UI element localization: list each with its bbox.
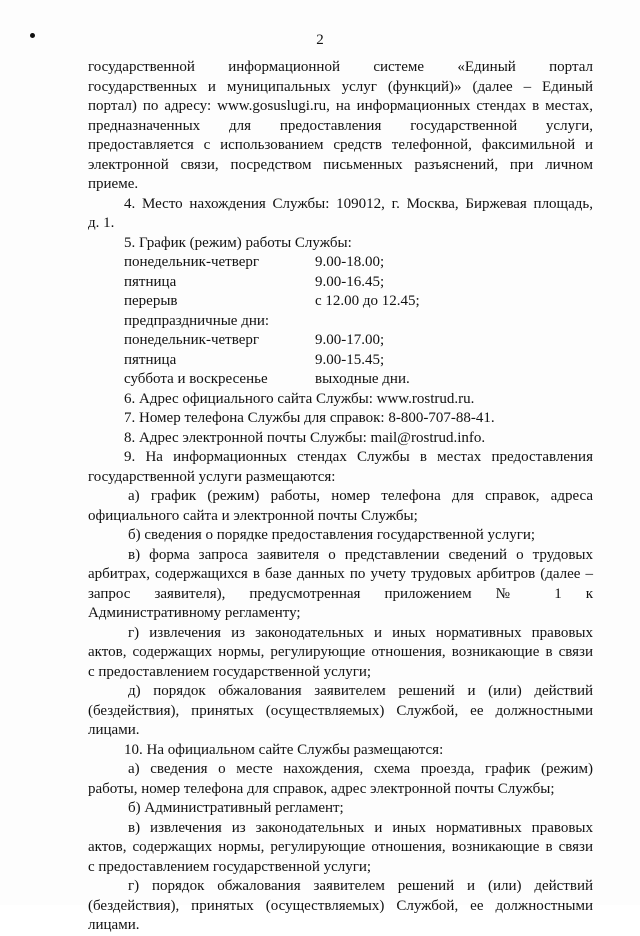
schedule-label: суббота и воскресенье	[124, 371, 268, 387]
intro-line: портал) по адресу: www.gosuslugi.ru, на информационных стендах в местах,	[88, 98, 593, 114]
schedule-row	[124, 253, 420, 273]
schedule-value: 9.00-18.00;	[315, 254, 385, 270]
schedule-value: 9.00-16.45;	[315, 273, 385, 290]
item-9a-line: а) график (режим) работы, номер телефона для справок, адреса	[128, 488, 593, 504]
item-9g-line: г) извлечения из законодательных и иных нормативных правовых	[128, 624, 593, 641]
item-9-line: государственной услуги размещаются:	[88, 468, 336, 485]
schedule-value: 9.00-17.00;	[315, 332, 385, 348]
schedule-row	[124, 292, 420, 312]
item-4-line: 4. Место нахождения Службы: 109012, г. Москва, Биржевая площадь,	[124, 195, 593, 212]
schedule-label: пятница	[124, 351, 177, 368]
schedule-value: 9.00-15.45;	[315, 351, 385, 368]
item-9-line: 9. На информационных стендах Службы в местах предоставления	[124, 449, 593, 465]
item-10v-line: в) извлечения из законодательных и иных нормативных правовых	[128, 819, 593, 836]
item-6-website: 6. Адрес официального сайта Службы: www.rostrud.ru.	[124, 390, 475, 407]
item-10g-line: (бездействия), принятых (осуществляемых) Службой, ее должностными	[88, 897, 593, 914]
schedule-label: перерыв	[124, 293, 178, 309]
item-10v-line: актов, содержащих нормы, регулирующие отношения, возникающие в связи	[88, 839, 593, 855]
item-10-intro: 10. На официальном сайте Службы размещаются:	[124, 741, 444, 758]
item-9d-line: д) порядок обжалования заявителем решений и (или) действий	[128, 683, 593, 699]
schedule-row	[124, 351, 420, 371]
item-8-email: 8. Адрес электронной почты Службы: mail@rostrud.info.	[124, 429, 486, 446]
item-9d-line: (бездействия), принятых (осуществляемых) Службой, ее должностными	[88, 702, 593, 719]
item-9d-line: лицами.	[88, 722, 140, 738]
schedule-value: выходные дни.	[315, 371, 410, 387]
schedule-value: с 12.00 до 12.45;	[315, 293, 420, 309]
item-10g-line: лицами.	[88, 917, 140, 933]
item-9v-line: арбитрах, содержащихся в базе данных по учету трудовых арбитров (далее –	[88, 566, 593, 582]
item-9a-line: официального сайта и электронной почты Службы;	[88, 507, 418, 524]
document-body	[88, 58, 593, 936]
schedule-row	[124, 312, 420, 332]
intro-line-last: приеме.	[88, 176, 139, 192]
item-9b-line: б) сведения о порядке предоставления государственной услуги;	[128, 527, 536, 543]
item-7-phone: 7. Номер телефона Службы для справок: 8-800-707-88-41.	[124, 410, 495, 426]
intro-line: электронной связи, посредством письменных разъяснений, при личном	[88, 156, 593, 173]
schedule-value	[315, 312, 420, 332]
item-10v-line: с предоставлением государственной услуги;	[88, 858, 372, 875]
intro-line: предназначенных для предоставления государственной услуги,	[88, 117, 593, 134]
item-9g-line: с предоставлением государственной услуги;	[88, 663, 372, 680]
intro-line: государственной информационной системе «Единый портал	[88, 59, 593, 75]
intro-line: государственных и муниципальных услуг (функций)» (далее – Единый	[88, 78, 593, 95]
schedule-label: понедельник-четверг	[124, 254, 260, 270]
schedule-label: пятница	[124, 273, 177, 290]
item-5-heading: 5. График (режим) работы Службы:	[124, 234, 352, 251]
intro-line: предоставляется с использованием средств телефонной, факсимильной и	[88, 137, 593, 153]
item-10g-line: г) порядок обжалования заявителем решений и (или) действий	[128, 878, 593, 894]
item-9v-line: запрос заявителя), предусмотренная приложением № 1 к	[88, 585, 593, 602]
schedule-row	[124, 273, 420, 293]
page-number: 2	[316, 32, 324, 48]
item-9g-line: актов, содержащих нормы, регулирующие отношения, возникающие в связи	[88, 644, 593, 660]
item-10a-line: а) сведения о месте нахождения, схема проезда, график (режим)	[128, 761, 593, 777]
schedule-label: понедельник-четверг	[124, 332, 260, 348]
item-10a-line: работы, номер телефона для справок, адрес электронной почты Службы;	[88, 780, 555, 797]
item-4-line: д. 1.	[88, 215, 115, 231]
schedule-row	[124, 331, 420, 351]
work-schedule-table	[124, 253, 420, 390]
schedule-label: предпраздничные дни:	[124, 312, 270, 329]
item-9v-line: в) форма запроса заявителя о представлении сведений о трудовых	[128, 546, 593, 563]
item-10b-line: б) Административный регламент;	[128, 800, 344, 816]
schedule-row	[124, 370, 420, 390]
item-9v-line: Административному регламенту;	[88, 605, 301, 621]
